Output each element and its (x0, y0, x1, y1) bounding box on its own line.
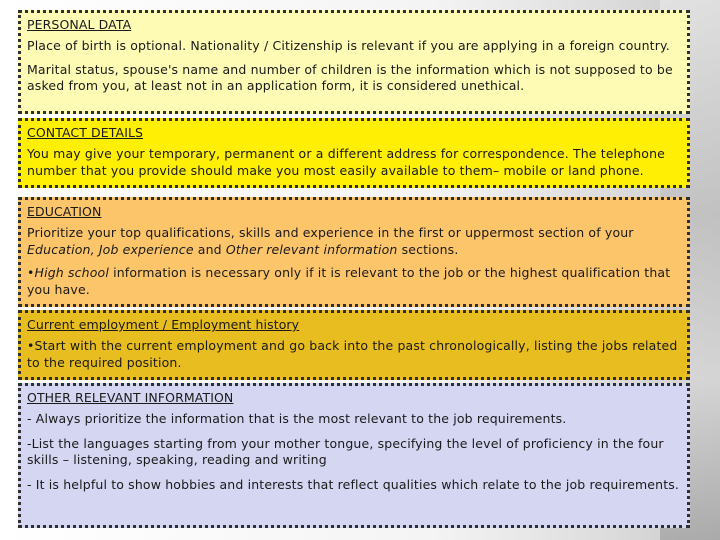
paragraph: - Always prioritize the information that is the most relevant to the job requirements. (27, 411, 567, 426)
other-information-section (18, 383, 690, 528)
section-heading: Current employment / Employment history (27, 317, 300, 332)
emphasis-text: Education, Job experience (27, 241, 194, 257)
text-run: Prioritize your top qualifications, skills and experience in the first or uppermost section of your (27, 225, 634, 240)
section-heading: EDUCATION (27, 204, 102, 219)
contact-details-section (18, 118, 690, 188)
education-section (18, 197, 690, 307)
paragraph (27, 265, 681, 298)
paragraph: You may give your temporary, permanent or a different address for correspondence. The telephone number that you provide should make you most easily available to them– mobile or land phone. (27, 146, 665, 178)
paragraph: Marital status, spouse's name and number of children is the information which is not supposed to be asked from you, at least not in an application form, it is considered unethical. (27, 61, 673, 93)
section-heading: PERSONAL DATA (27, 17, 132, 32)
text-run: and (193, 241, 226, 257)
paragraph: Place of birth is optional. Nationality / Citizenship is relevant if you are applying in a foreign country. (27, 38, 670, 53)
section-heading: CONTACT DETAILS (27, 125, 144, 140)
personal-data-section (18, 10, 690, 114)
paragraph: -List the languages starting from your mother tongue, specifying the level of proficiency in the four skills – listening, speaking, reading and writing (27, 435, 664, 467)
paragraph: - It is helpful to show hobbies and interests that reflect qualities which relate to the job requirements. (27, 476, 680, 492)
paragraph: •Start with the current employment and go back into the past chronologically, listing the jobs related to the required position. (27, 338, 678, 370)
emphasis-text: High school (34, 265, 109, 280)
bullet: • (27, 265, 35, 280)
current-employment-section (18, 310, 690, 380)
paragraph (27, 225, 681, 258)
emphasis-text: Other relevant information (225, 241, 398, 257)
text-run: sections. (397, 241, 459, 257)
section-heading: OTHER RELEVANT INFORMATION (27, 390, 234, 405)
text-run: information is necessary only if it is relevant to the job or the highest qualification that you have. (27, 265, 671, 297)
